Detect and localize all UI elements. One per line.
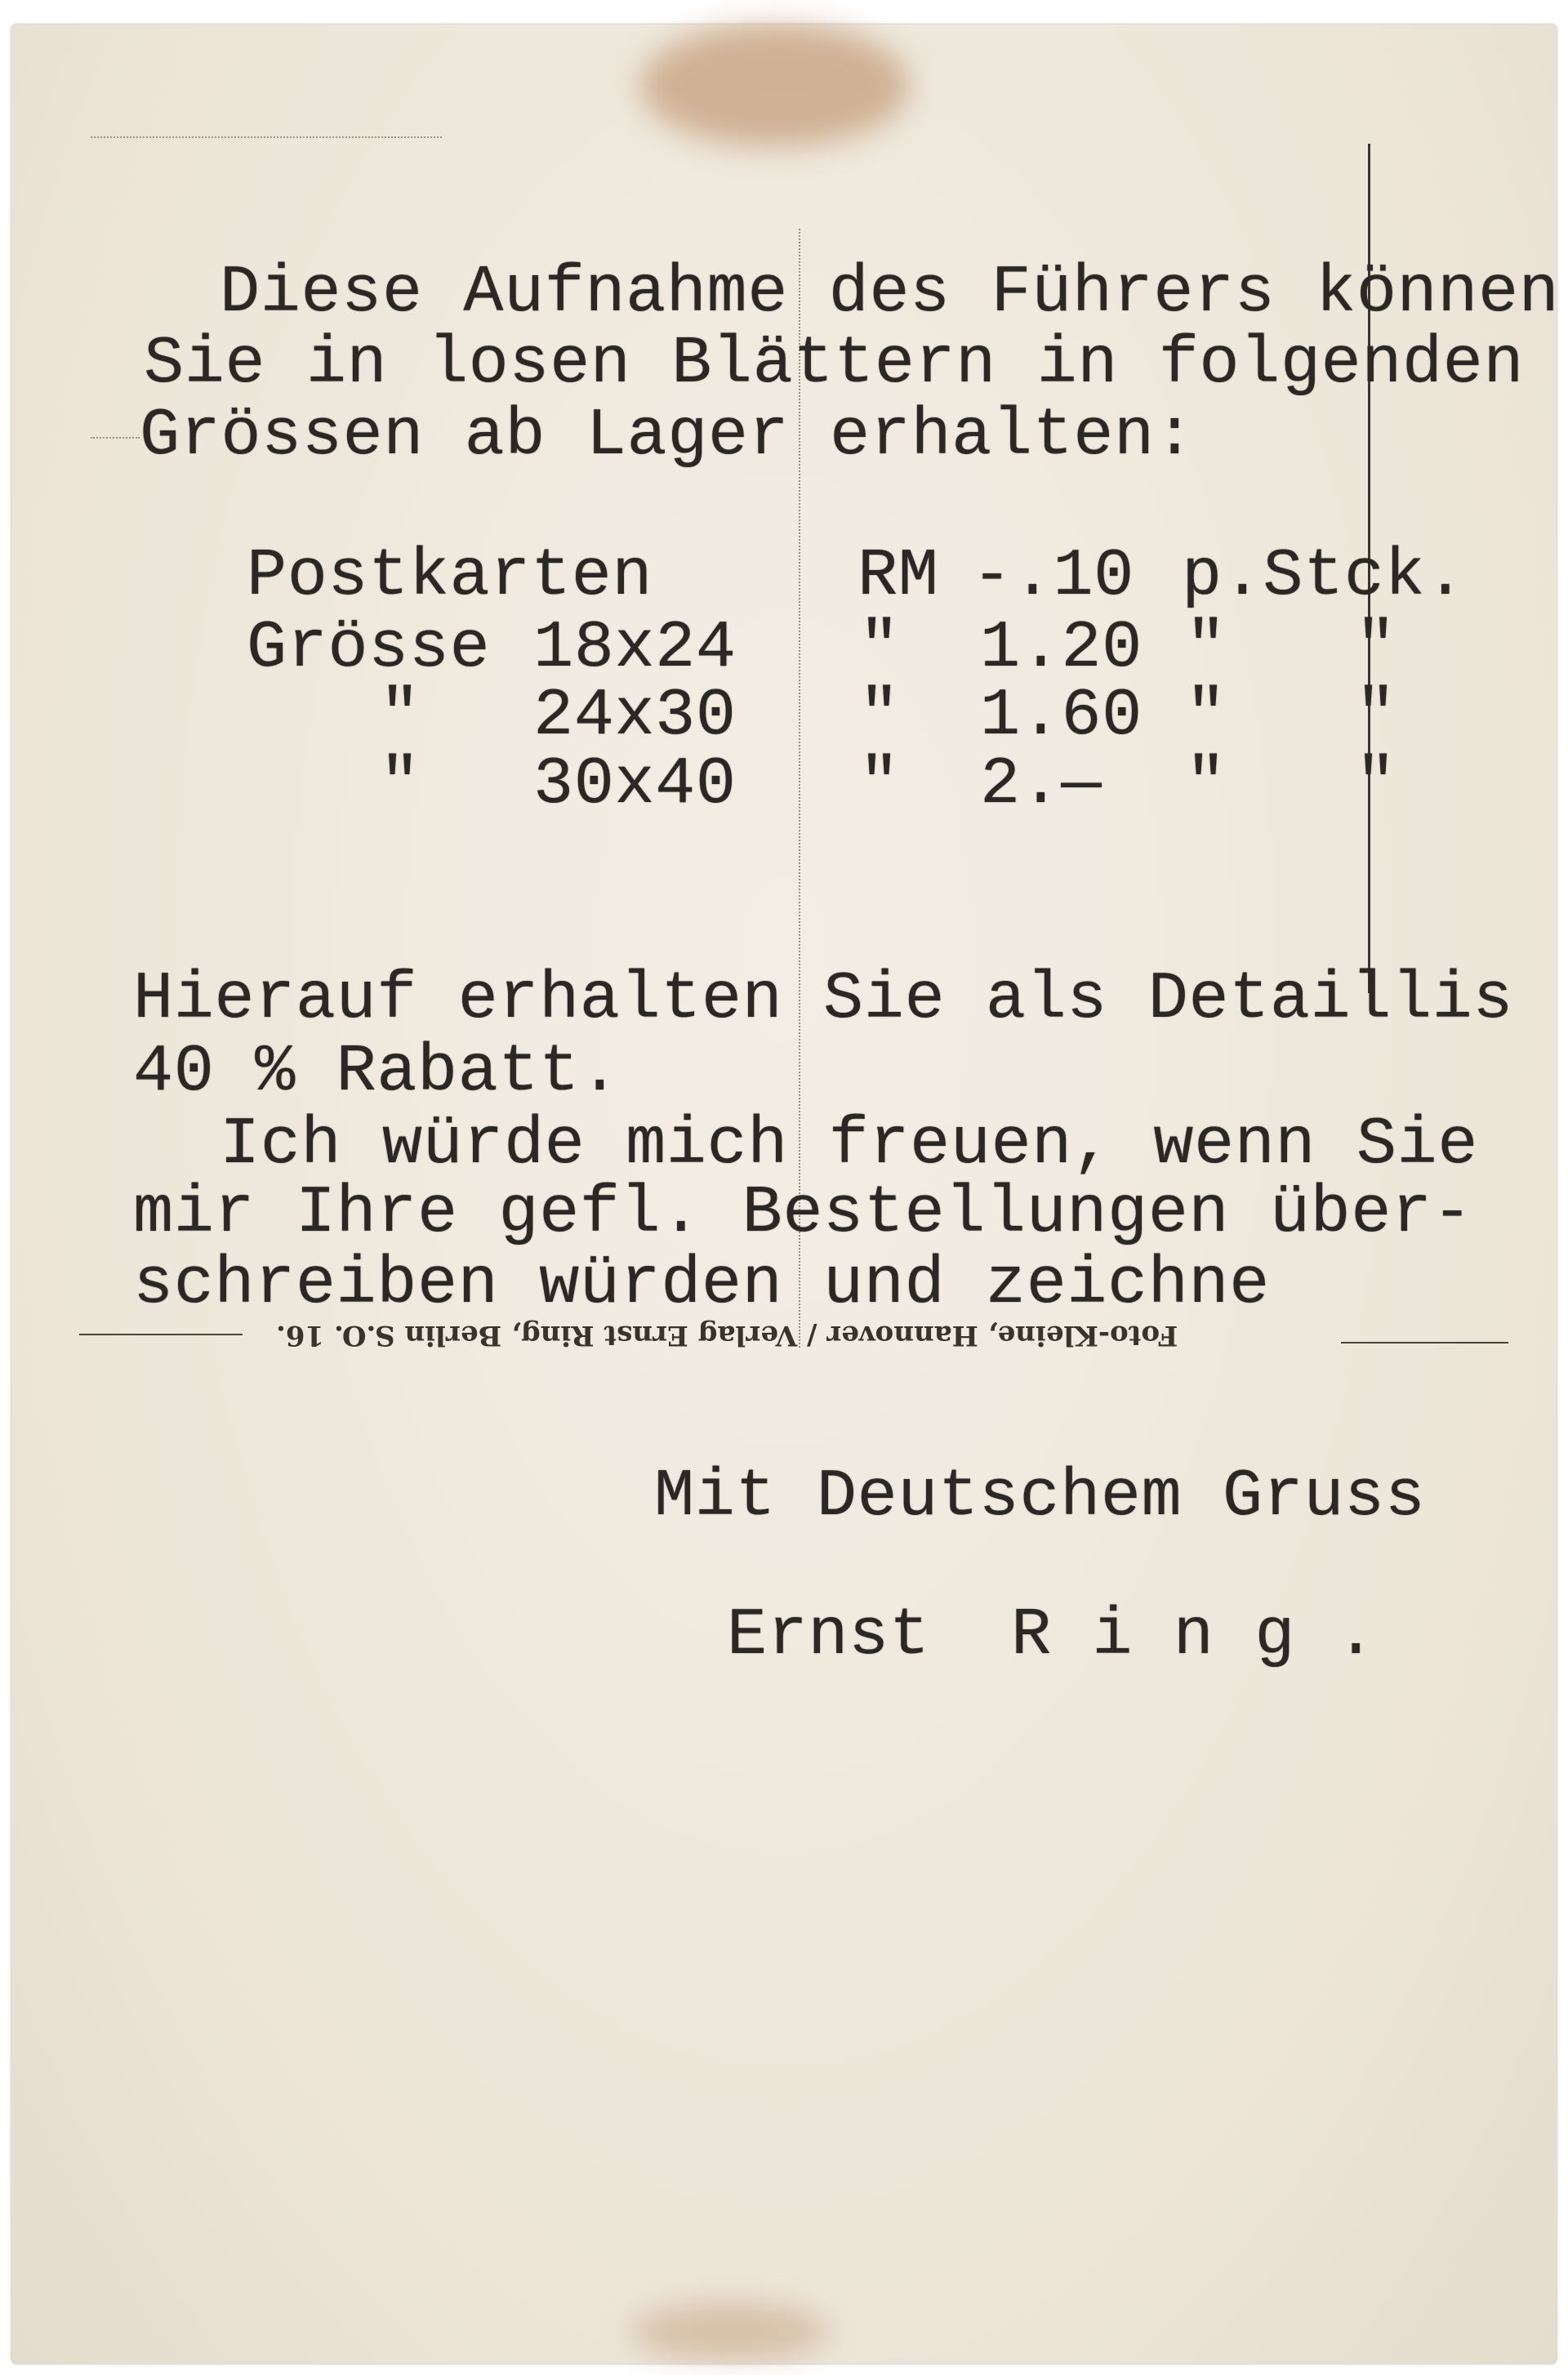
body-line: Ich würde mich freuen, wenn Sie bbox=[220, 1107, 1478, 1183]
intro-line: Diese Aufnahme des Führers können bbox=[220, 255, 1560, 331]
row-label: Postkarten bbox=[247, 538, 653, 614]
row-currency: " bbox=[859, 746, 900, 822]
row-price: -.10 bbox=[972, 538, 1134, 614]
dotted-guide-top bbox=[91, 136, 442, 138]
dotted-guide-left bbox=[91, 437, 140, 439]
row-size: 18x24 bbox=[533, 610, 737, 686]
imprint-rule-right bbox=[1341, 1342, 1508, 1343]
row-label: Grösse bbox=[247, 610, 491, 686]
row-price: 1.60 bbox=[980, 678, 1143, 754]
row-price: 2.— bbox=[980, 746, 1102, 822]
stain-bottom bbox=[632, 2303, 828, 2360]
stain-top bbox=[640, 25, 910, 147]
body-line: mir Ihre gefl. Bestellungen über- bbox=[133, 1175, 1473, 1251]
row-per: " bbox=[1356, 746, 1396, 822]
row-size: 30x40 bbox=[533, 746, 737, 822]
publisher-imprint: Foto-Kleine, Hannover / Verlag Ernst Ring, Berlin S.O. 16. bbox=[276, 1319, 1178, 1352]
row-unit: " bbox=[1186, 678, 1227, 754]
row-size: 24x30 bbox=[533, 678, 737, 754]
closing-greeting: Mit Deutschem Gruss bbox=[654, 1459, 1426, 1535]
body-line: schreiben würden und zeichne bbox=[133, 1246, 1270, 1322]
body-line: 40 % Rabatt. bbox=[133, 1034, 621, 1110]
row-currency: RM bbox=[858, 538, 939, 614]
signature: Ernst R i n g . bbox=[727, 1597, 1377, 1673]
row-price: 1.20 bbox=[980, 610, 1143, 686]
intro-line: Sie in losen Blättern in folgenden bbox=[144, 326, 1525, 402]
imprint-rule-left bbox=[79, 1334, 243, 1335]
row-unit: " bbox=[1186, 746, 1227, 822]
row-per: " bbox=[1356, 678, 1396, 754]
row-label: " bbox=[380, 678, 421, 754]
row-per: " bbox=[1356, 610, 1396, 686]
row-unit: " bbox=[1186, 610, 1227, 686]
row-label: " bbox=[380, 746, 421, 822]
row-unit: p.Stck. bbox=[1182, 538, 1466, 614]
row-currency: " bbox=[859, 610, 900, 686]
intro-line: Grössen ab Lager erhalten: bbox=[140, 398, 1196, 474]
row-currency: " bbox=[859, 678, 900, 754]
body-line: Hierauf erhalten Sie als Detaillis bbox=[133, 961, 1514, 1037]
